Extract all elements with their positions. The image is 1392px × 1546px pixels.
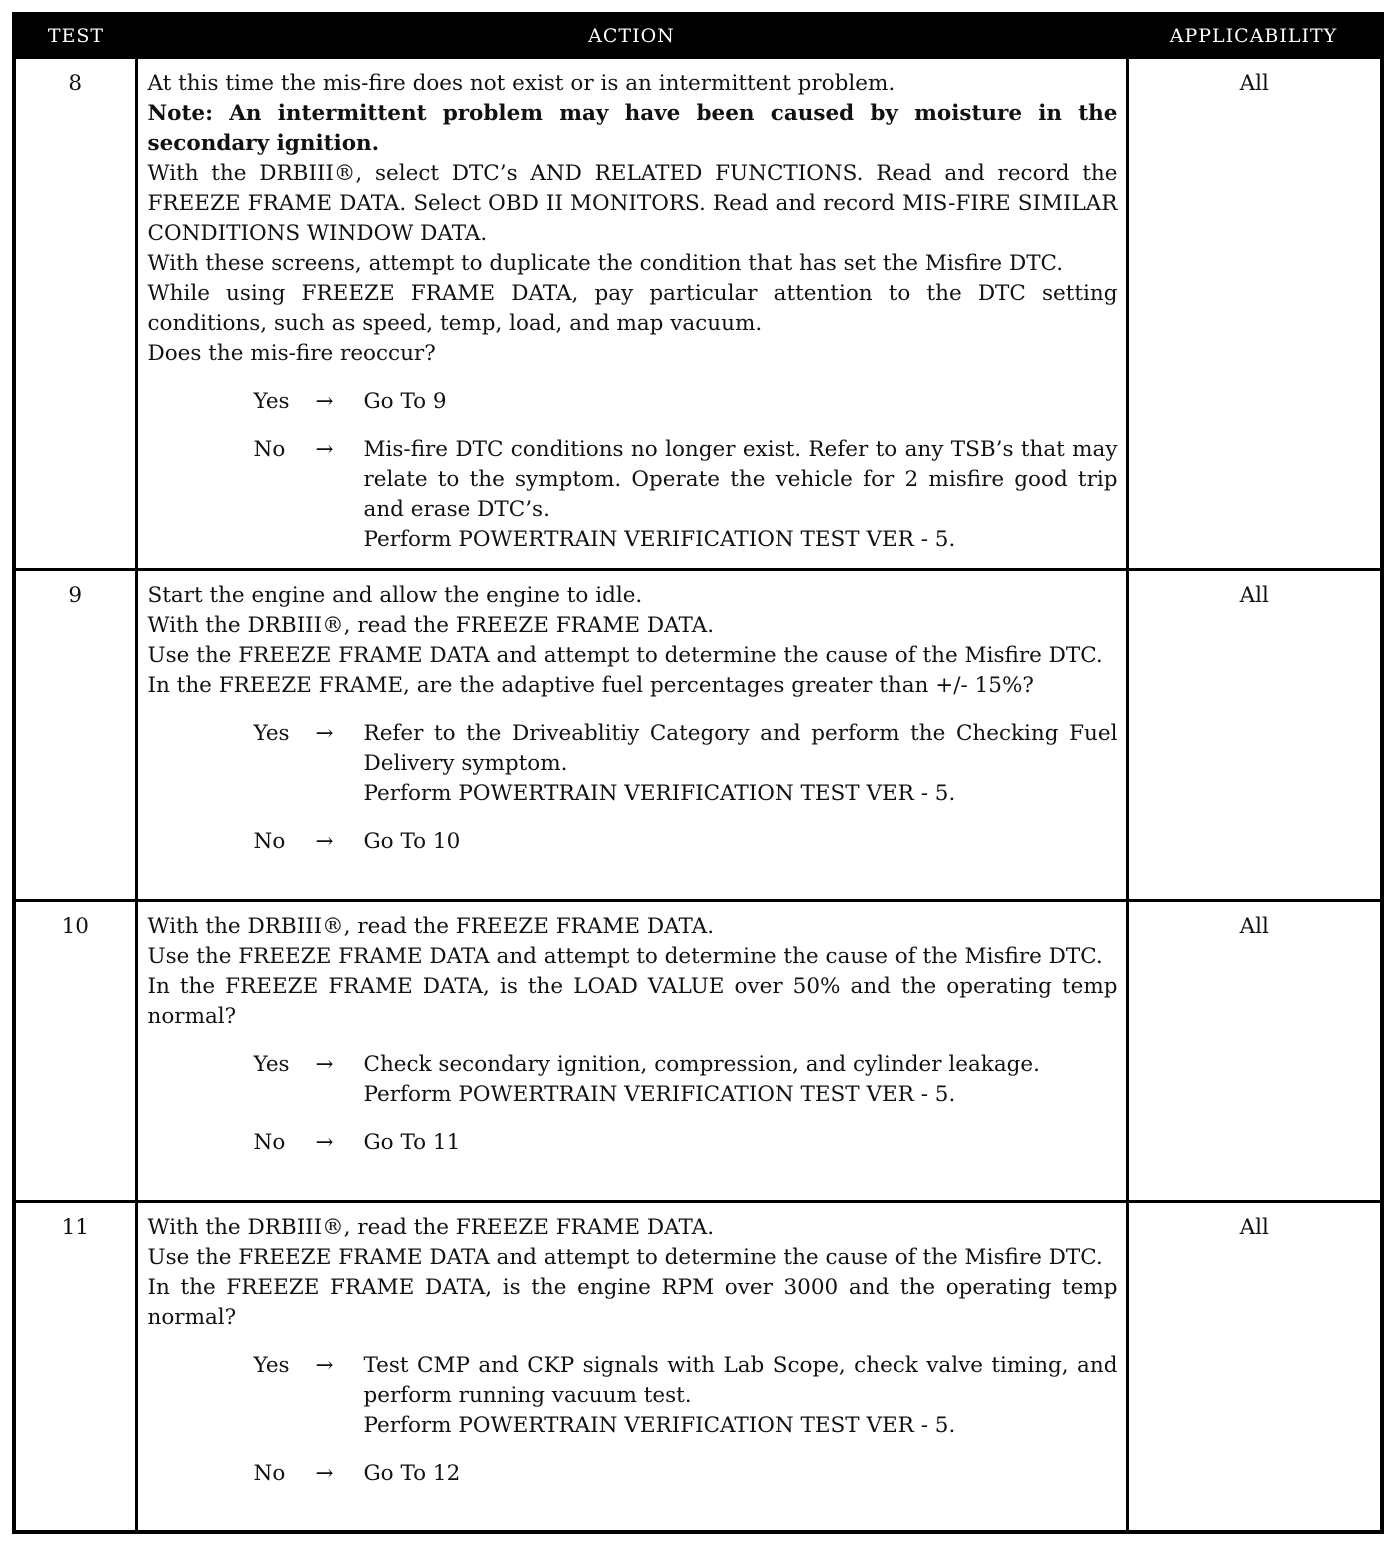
action-line: In the FREEZE FRAME DATA, is the LOAD VALUE over 50% and the operating temp normal? <box>147 974 1118 1029</box>
answer-label: No <box>253 1461 286 1486</box>
answer-result-line: Perform POWERTRAIN VERIFICATION TEST VER - 5. <box>363 1082 956 1107</box>
action-line: With the DRBIII®, read the FREEZE FRAME DATA. <box>147 613 715 638</box>
action-line: With the DRBIII®, read the FREEZE FRAME DATA. <box>147 914 715 939</box>
answer-result-line: Perform POWERTRAIN VERIFICATION TEST VER - 5. <box>363 527 956 552</box>
applicability-value: All <box>1127 1202 1382 1532</box>
answer-result-line: Check secondary ignition, compression, and cylinder leakage. <box>363 1052 1040 1077</box>
answer-label: Yes <box>253 721 290 746</box>
applicability-value: All <box>1127 570 1382 901</box>
answer-result <box>364 1351 1118 1441</box>
action-cell <box>136 901 1127 1202</box>
answer-result <box>364 387 1118 417</box>
action-line: While using FREEZE FRAME DATA, pay particular attention to the DTC setting conditions, such as speed, temp, load, and map vacuum. <box>147 281 1118 336</box>
table-header-row <box>14 14 1382 58</box>
answer-no <box>254 1128 1118 1158</box>
test-number: 9 <box>14 570 136 901</box>
answer-no <box>254 827 1118 857</box>
test-number: 8 <box>14 58 136 570</box>
answer-no <box>254 1459 1118 1489</box>
diagnostic-table <box>12 12 1384 1534</box>
header-action: ACTION <box>136 14 1127 58</box>
answer-no <box>254 435 1118 555</box>
answer-label: Yes <box>253 1052 290 1077</box>
answers <box>148 1050 1118 1158</box>
answer-result-line: Perform POWERTRAIN VERIFICATION TEST VER - 5. <box>363 1413 956 1438</box>
action-cell <box>136 1202 1127 1532</box>
answer-label: No <box>253 829 286 854</box>
applicability-value: All <box>1127 901 1382 1202</box>
action-cell <box>136 570 1127 901</box>
answers <box>148 1351 1118 1489</box>
answer-label: No <box>253 437 286 462</box>
answers <box>148 719 1118 857</box>
arrow-icon: → <box>315 1052 334 1077</box>
table-row-test-11 <box>14 1202 1382 1532</box>
action-line: Does the mis-fire reoccur? <box>147 341 436 366</box>
action-line: With the DRBIII®, read the FREEZE FRAME DATA. <box>147 1215 715 1240</box>
answer-result <box>364 719 1118 809</box>
action-line: With the DRBIII®, select DTC’s AND RELATED FUNCTIONS. Read and record the FREEZE FRAME DATA. Select OBD II MONITORS. Read and record MIS-FIRE SIMILAR CONDITIONS WINDOW DATA. <box>147 161 1118 246</box>
action-line: Use the FREEZE FRAME DATA and attempt to determine the cause of the Misfire DTC. <box>147 1245 1103 1270</box>
test-number: 11 <box>14 1202 136 1532</box>
action-line: Use the FREEZE FRAME DATA and attempt to determine the cause of the Misfire DTC. <box>147 944 1103 969</box>
arrow-icon: → <box>315 1353 334 1378</box>
table-row-test-8 <box>14 58 1382 570</box>
answer-label: Yes <box>253 389 290 414</box>
arrow-icon: → <box>315 1461 334 1486</box>
answer-label: Yes <box>253 1353 290 1378</box>
arrow-icon: → <box>315 829 334 854</box>
answer-result-line: Go To 11 <box>363 1130 461 1155</box>
table-row-test-9 <box>14 570 1382 901</box>
test-number: 10 <box>14 901 136 1202</box>
action-cell <box>136 58 1127 570</box>
arrow-icon: → <box>315 437 334 462</box>
answer-result <box>364 435 1118 555</box>
document-page <box>12 12 1380 1534</box>
arrow-icon: → <box>315 721 334 746</box>
table-row-test-10 <box>14 901 1382 1202</box>
answer-result <box>364 827 1118 857</box>
header-test: TEST <box>14 14 136 58</box>
action-line: At this time the mis-fire does not exist or is an intermittent problem. <box>147 71 896 96</box>
answer-yes <box>254 1050 1118 1110</box>
action-line: With these screens, attempt to duplicate the condition that has set the Misfire DTC. <box>147 251 1064 276</box>
answer-result-line: Go To 9 <box>363 389 447 414</box>
answer-result-line: Test CMP and CKP signals with Lab Scope, check valve timing, and perform running vacuum test. <box>363 1353 1118 1408</box>
answers <box>148 387 1118 555</box>
answer-yes <box>254 1351 1118 1441</box>
action-line: Start the engine and allow the engine to idle. <box>147 583 643 608</box>
answer-result-line: Go To 12 <box>363 1461 461 1486</box>
answer-result <box>364 1128 1118 1158</box>
arrow-icon: → <box>315 1130 334 1155</box>
answer-result-line: Perform POWERTRAIN VERIFICATION TEST VER - 5. <box>363 781 956 806</box>
action-line: In the FREEZE FRAME, are the adaptive fuel percentages greater than +/- 15%? <box>147 673 1034 698</box>
action-line: Use the FREEZE FRAME DATA and attempt to determine the cause of the Misfire DTC. <box>147 643 1103 668</box>
answer-result-line: Refer to the Driveablitiy Category and perform the Checking Fuel Delivery symptom. <box>363 721 1118 776</box>
answer-yes <box>254 719 1118 809</box>
answer-result <box>364 1050 1118 1110</box>
action-line: In the FREEZE FRAME DATA, is the engine RPM over 3000 and the operating temp normal? <box>147 1275 1118 1330</box>
action-note: Note: An intermittent problem may have been caused by moisture in the secondary ignition. <box>147 101 1118 156</box>
answer-yes <box>254 387 1118 417</box>
answer-result-line: Go To 10 <box>363 829 461 854</box>
answer-result <box>364 1459 1118 1489</box>
arrow-icon: → <box>315 389 334 414</box>
header-applicability: APPLICABILITY <box>1127 14 1382 58</box>
answer-label: No <box>253 1130 286 1155</box>
answer-result-line: Mis-fire DTC conditions no longer exist. Refer to any TSB’s that may relate to the symptom. Operate the vehicle for 2 misfire good trip and erase DTC’s. <box>363 437 1118 522</box>
applicability-value: All <box>1127 58 1382 570</box>
